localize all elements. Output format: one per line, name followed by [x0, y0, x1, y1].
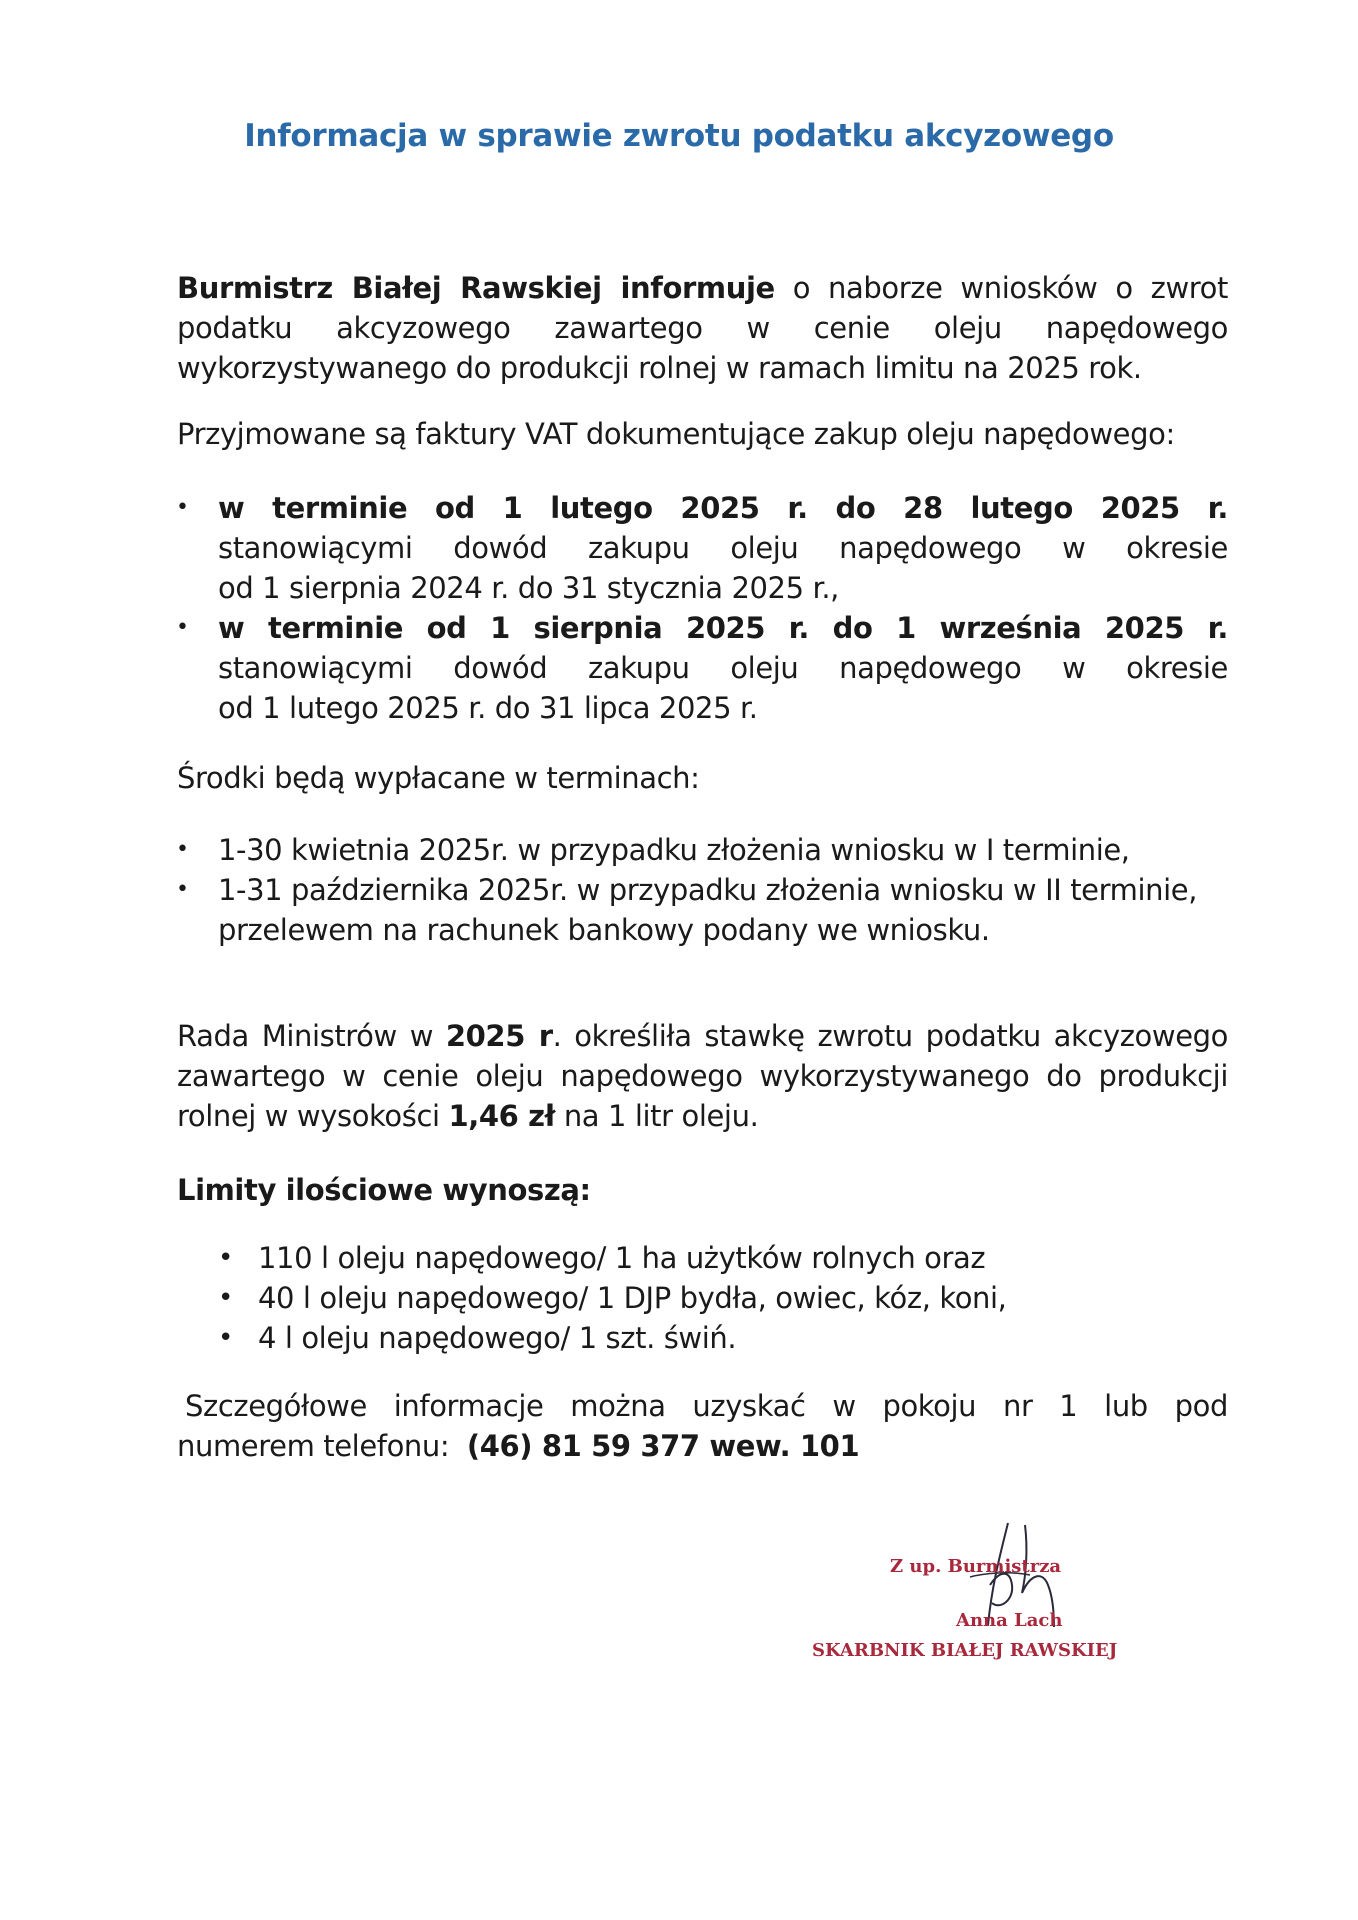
bullet-icon: •: [176, 877, 189, 902]
payouts-list: [176, 830, 1228, 950]
intro-line1: o naborze wniosków o zwrot: [792, 271, 1228, 305]
rate-text: na 1 litr oleju.: [563, 1099, 759, 1133]
limits-list: [218, 1238, 1158, 1358]
term-line: od 1 lutego 2025 r. do 31 lipca 2025 r.: [218, 691, 758, 725]
term-line: od 1 sierpnia 2024 r. do 31 stycznia 2025 r.,: [218, 571, 839, 605]
limit-text: 4 l oleju napędowego/ 1 szt. świń.: [258, 1321, 737, 1355]
payout-line: 1-31 października 2025r. w przypadku złożenia wniosku w II terminie,: [218, 873, 1198, 907]
list-item: [218, 1278, 1158, 1318]
list-item: [176, 488, 1228, 608]
contact-line1: Szczegółowe informacje można uzyskać w pokoju nr 1 lub pod: [185, 1389, 1228, 1423]
list-item: [218, 1318, 1158, 1358]
bullet-icon: •: [176, 495, 189, 520]
terms-list: [176, 488, 1228, 728]
limits-heading: Limity ilościowe wynoszą:: [177, 1173, 591, 1207]
limit-text: 40 l oleju napędowego/ 1 DJP bydła, owiec, kóz, koni,: [258, 1281, 1007, 1315]
contact-paragraph: [177, 1386, 1228, 1466]
list-item: [218, 1238, 1158, 1278]
contact-phone: (46) 81 59 377 wew. 101: [466, 1429, 860, 1463]
invoices-heading: Przyjmowane są faktury VAT dokumentujące zakup oleju napędowego:: [177, 417, 1175, 451]
stamp-line1: Z up. Burmistrza: [890, 1556, 1062, 1577]
term-line: stanowiącymi dowód zakupu oleju napędowego w okresie: [218, 651, 1228, 685]
rate-amount: 1,46 zł: [448, 1099, 555, 1133]
term-bold: w terminie od 1 lutego 2025 r. do 28 lutego 2025 r.: [218, 491, 1228, 525]
payout-line: 1-30 kwietnia 2025r. w przypadku złożenia wniosku w I terminie,: [218, 833, 1130, 867]
term-bold: w terminie od 1 sierpnia 2025 r. do 1 września 2025 r.: [218, 611, 1228, 645]
intro-line3: wykorzystywanego do produkcji rolnej w ramach limitu na 2025 rok.: [177, 351, 1142, 385]
bullet-icon: •: [176, 837, 189, 862]
rate-text: Rada Ministrów w: [177, 1019, 434, 1053]
contact-prefix: numerem telefonu:: [177, 1429, 450, 1463]
stamp-line2: Anna Lach: [956, 1610, 1063, 1631]
intro-bold: Burmistrz Białej Rawskiej informuje: [177, 271, 775, 305]
rate-text: rolnej w wysokości: [177, 1099, 440, 1133]
stamp-line3: SKARBNIK BIAŁEJ RAWSKIEJ: [812, 1640, 1118, 1661]
payout-heading: Środki będą wypłacane w terminach:: [177, 761, 700, 795]
rate-paragraph: [177, 1016, 1228, 1136]
term-line: stanowiącymi dowód zakupu oleju napędowego w okresie: [218, 531, 1228, 565]
rate-year: 2025 r: [445, 1019, 553, 1053]
intro-line2: podatku akcyzowego zawartego w cenie oleju napędowego: [177, 311, 1228, 345]
bullet-icon: •: [218, 1243, 233, 1273]
bullet-icon: •: [176, 615, 189, 640]
list-item: [176, 830, 1228, 870]
list-item: [176, 870, 1228, 950]
rate-text: . określiła stawkę zwrotu podatku akcyzowego: [552, 1019, 1228, 1053]
list-item: [176, 608, 1228, 728]
rate-line2: zawartego w cenie oleju napędowego wykorzystywanego do produkcji: [177, 1059, 1228, 1093]
intro-paragraph: [177, 268, 1228, 388]
bullet-icon: •: [218, 1323, 233, 1353]
payout-line: przelewem na rachunek bankowy podany we wniosku.: [218, 913, 990, 947]
bullet-icon: •: [218, 1283, 233, 1313]
document-title: Informacja w sprawie zwrotu podatku akcyzowego: [244, 118, 1114, 154]
limit-text: 110 l oleju napędowego/ 1 ha użytków rolnych oraz: [258, 1241, 986, 1275]
